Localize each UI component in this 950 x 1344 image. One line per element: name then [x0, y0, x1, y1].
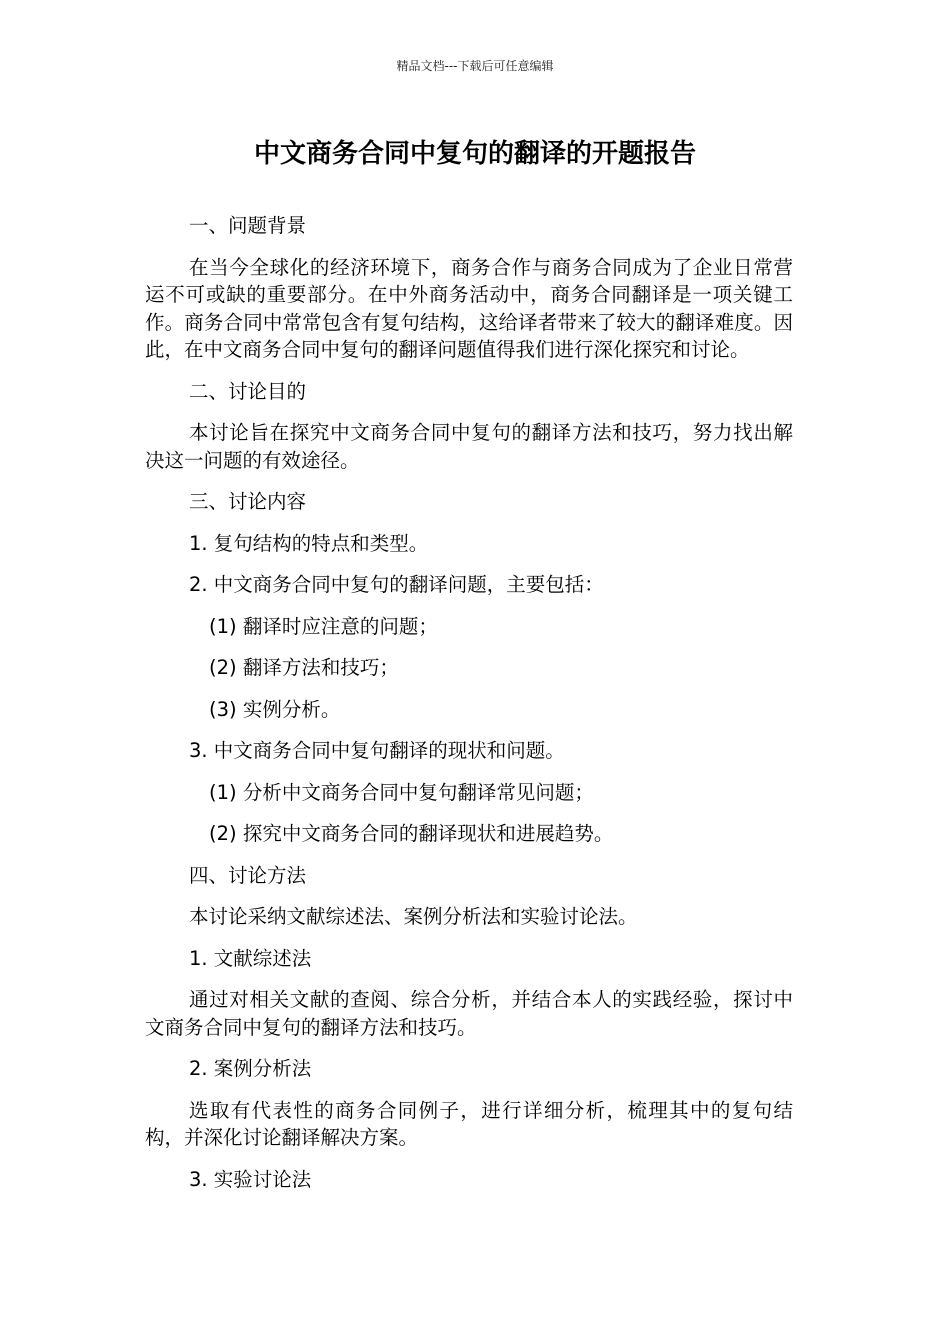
document-body	[145, 212, 793, 1207]
header-note: 精品文档---下载后可任意编辑	[396, 59, 554, 73]
list-item: 3. 中文商务合同中复句翻译的现状和问题。	[189, 739, 565, 762]
paragraph: 选取有代表性的商务合同例子，进行详细分析，梳理其中的复句结构，并深化讨论翻译解决方案。	[145, 1098, 793, 1149]
sub-list-item: (2) 翻译方法和技巧；	[209, 656, 399, 679]
document-title: 中文商务合同中复句的翻译的开题报告	[253, 139, 696, 169]
list-item: 1. 文献综述法	[189, 946, 312, 970]
list-item: 2. 中文商务合同中复句的翻译问题，主要包括：	[189, 573, 604, 596]
list-item: 2. 案例分析法	[189, 1057, 312, 1080]
paragraph: 通过对相关文献的查阅、综合分析，并结合本人的实践经验，探讨中文商务合同中复句的翻译方法和技巧。	[145, 988, 793, 1039]
list-item: 3. 实验讨论法	[189, 1167, 312, 1191]
sub-list-item: (3) 实例分析。	[209, 697, 341, 721]
section-heading: 三、讨论内容	[189, 490, 307, 513]
section-heading: 一、问题背景	[189, 214, 307, 237]
paragraph: 本讨论旨在探究中文商务合同中复句的翻译方法和技巧，努力找出解决这一问题的有效途径。	[145, 421, 793, 472]
section-heading: 二、讨论目的	[189, 379, 307, 403]
paragraph: 本讨论采纳文献综述法、案例分析法和实验讨论法。	[189, 905, 638, 928]
sub-list-item: (1) 分析中文商务合同中复句翻译常见问题；	[209, 780, 594, 804]
section-heading: 四、讨论方法	[189, 863, 307, 887]
sub-list-item: (1) 翻译时应注意的问题；	[209, 614, 438, 638]
list-item: 1. 复句结构的特点和类型。	[189, 531, 429, 555]
paragraph: 在当今全球化的经济环境下，商务合作与商务合同成为了企业日常营运不可或缺的重要部分。在中外商务活动中，商务合同翻译是一项关键工作。商务合同中常常包含有复句结构，这给译者带来了较大的翻译难度。因此，在中文商务合同中复句的翻译问题值得我们进行深化探究和讨论。	[145, 255, 793, 361]
sub-list-item: (2) 探究中文商务合同的翻译现状和进展趋势。	[209, 822, 614, 845]
